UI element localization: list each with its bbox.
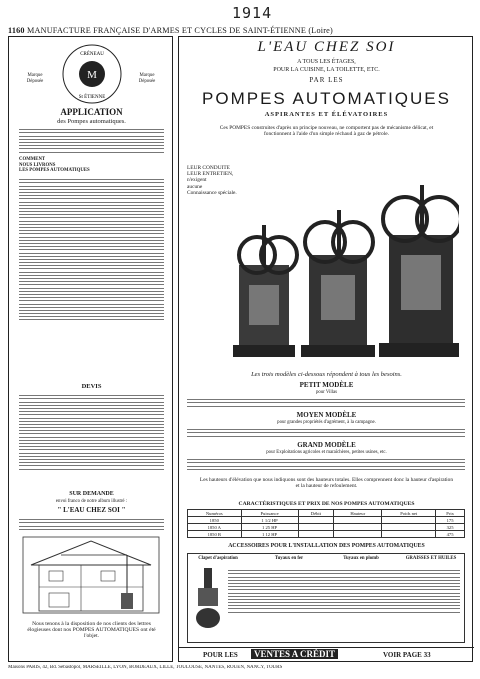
accessories-text: [228, 568, 460, 615]
table-cell: [334, 517, 382, 524]
table-cell: 1850 B: [188, 531, 242, 538]
model-grand-sub: pour Exploitations agricoles et maraîchères, petites usines, etc.: [266, 450, 387, 455]
sidebar-subtitle: des Pompes automatiques.: [57, 118, 126, 125]
table-cell: [334, 531, 382, 538]
header-text: MANUFACTURE FRANÇAISE D'ARMES ET CYCLES DE SAINT-ÉTIENNE (Loire): [26, 26, 333, 35]
model-petit-text: [187, 397, 465, 409]
table-cell: [382, 517, 436, 524]
spec-table: [187, 509, 465, 538]
accessories-box: [187, 553, 465, 643]
main-subtitle: ASPIRANTES ET ÉLÉVATOIRES: [264, 111, 389, 118]
page-footer: Maisons PARIS, 42, Bd. Sébastopol, MARSEILLE, LYON, BORDEAUX, LILLE, TOULOUSE, NANTES, ROUEN, NANCY, TOURS: [8, 665, 283, 670]
trademark-seal-icon: [61, 43, 123, 105]
table-header: Numéros: [188, 510, 242, 517]
table-cell: 1850: [188, 517, 242, 524]
table-cell: [298, 524, 334, 531]
sidebar-title: APPLICATION: [60, 107, 123, 117]
table-cell: [382, 531, 436, 538]
demand-title: SUR DEMANDE: [69, 491, 114, 497]
model-moyen-text: [187, 427, 465, 439]
model-grand-title: GRAND MODÈLE: [297, 441, 356, 449]
table-cell: [298, 517, 334, 524]
table-cell: [298, 531, 334, 538]
accessories-title: ACCESSOIRES POUR L'INSTALLATION DES POMPES AUTOMATIQUES: [228, 543, 425, 549]
model-moyen-sub: pour grandes propriétés d'agrément, à la campagne.: [277, 420, 376, 425]
sidebar-bottom-text: Nous tenons à la disposition de nos clients des lettres élogieuses dont nos POMPES AUTOMATIQUES ont été l'objet.: [27, 621, 156, 640]
intro-text: Ces POMPES construites d'après un principe nouveau, ne comportent pas de mécanisme délicat, et fonctionnent à l'aide d'un simple réchaud à gaz de pétrole.: [219, 125, 434, 138]
height-note: Les hauteurs d'élévation que nous indiquons sont des hauteurs totales. Elles comprennent donc la hauteur d'aspiration et la hauteur de refoulement.: [199, 477, 454, 490]
sidebar-text-block-1: [19, 127, 164, 155]
model-grand-text: [187, 457, 465, 472]
table-row: [188, 517, 465, 524]
pumps-caption: Les trois modèles ci-dessous répondent à tous les besoins.: [251, 371, 402, 378]
demand-text: envoi franco de notre album illustré :: [55, 499, 128, 504]
seal-bottom-text: St ÉTIENNE: [78, 95, 106, 100]
table-header: Prix: [436, 510, 465, 517]
model-moyen-title: MOYEN MODÈLE: [296, 411, 357, 419]
headline-line-2: POUR LA CUISINE, LA TOILETTE, ETC.: [273, 67, 380, 73]
table-cell: 475: [436, 531, 465, 538]
sidebar-text-block-3: [19, 393, 164, 472]
table-cell: [334, 524, 382, 531]
table-header: Poids net: [382, 510, 436, 517]
album-title: " L'EAU CHEZ SOI ": [57, 506, 126, 514]
callout-text: LEUR CONDUITE LEUR ENTRETIEN, n'exigent aucune Connaissance spéciale.: [187, 165, 237, 196]
trademark-right: Marque Déposée: [138, 73, 156, 84]
acc-col-3: Tuyaux en plomb: [343, 556, 379, 561]
devis-title: DEVIS: [81, 383, 102, 390]
table-cell: 1850 A: [188, 524, 242, 531]
table-header-row: [188, 510, 465, 517]
table-header: Débit: [298, 510, 334, 517]
main-panel: [178, 36, 473, 662]
table-title: CARACTÉRISTIQUES ET PRIX DE NOS POMPES AUTOMATIQUES: [238, 501, 415, 507]
table-row: [188, 531, 465, 538]
table-header: Hauteur: [334, 510, 382, 517]
seal-letter: M: [87, 69, 97, 81]
valve-illustration: [194, 566, 224, 636]
model-petit-sub: pour Villas: [315, 390, 338, 395]
sidebar-panel: [8, 36, 173, 662]
handwritten-year: 1914: [232, 4, 273, 22]
headline-line-3: PAR LES: [309, 76, 344, 84]
pumps-illustration: [209, 155, 459, 367]
table-cell: 1 1/2 HP: [241, 517, 298, 524]
model-petit-title: PETIT MODÈLE: [299, 381, 354, 389]
credit-suffix: VOIR PAGE 33: [383, 651, 431, 659]
house-illustration: [21, 535, 161, 615]
table-cell: 1 12 HP: [241, 531, 298, 538]
credit-banner: [179, 647, 474, 662]
table-cell: [382, 524, 436, 531]
credit-text: VENTES A CRÉDIT: [251, 649, 338, 659]
table-cell: 175: [436, 517, 465, 524]
table-header: Puissance: [241, 510, 298, 517]
sidebar-text-block-4: [19, 517, 164, 532]
trademark-left: Marque Déposée: [26, 73, 44, 84]
main-title: POMPES AUTOMATIQUES: [202, 89, 451, 108]
page-number: 1160: [8, 26, 25, 35]
headline-line-1: A TOUS LES ÉTAGES,: [297, 59, 356, 65]
table-cell: 1 25 HP: [241, 524, 298, 531]
how-title: COMMENT NOUS LIVRONS LES POMPES AUTOMATIQUES: [19, 157, 90, 174]
seal-top-text: CRÉNEAU: [80, 52, 104, 57]
page-header: [8, 26, 333, 35]
acc-col-1: Clapet d'aspiration: [198, 556, 238, 561]
table-cell: 325: [436, 524, 465, 531]
credit-prefix: POUR LES: [203, 651, 238, 659]
acc-col-2: Tuyaux en fer: [274, 556, 304, 561]
table-row: [188, 524, 465, 531]
sidebar-text-block-2: [19, 177, 164, 323]
acc-col-4: GRAISSES ET HUILES: [405, 556, 457, 561]
headline: L'EAU CHEZ SOI: [257, 39, 396, 55]
